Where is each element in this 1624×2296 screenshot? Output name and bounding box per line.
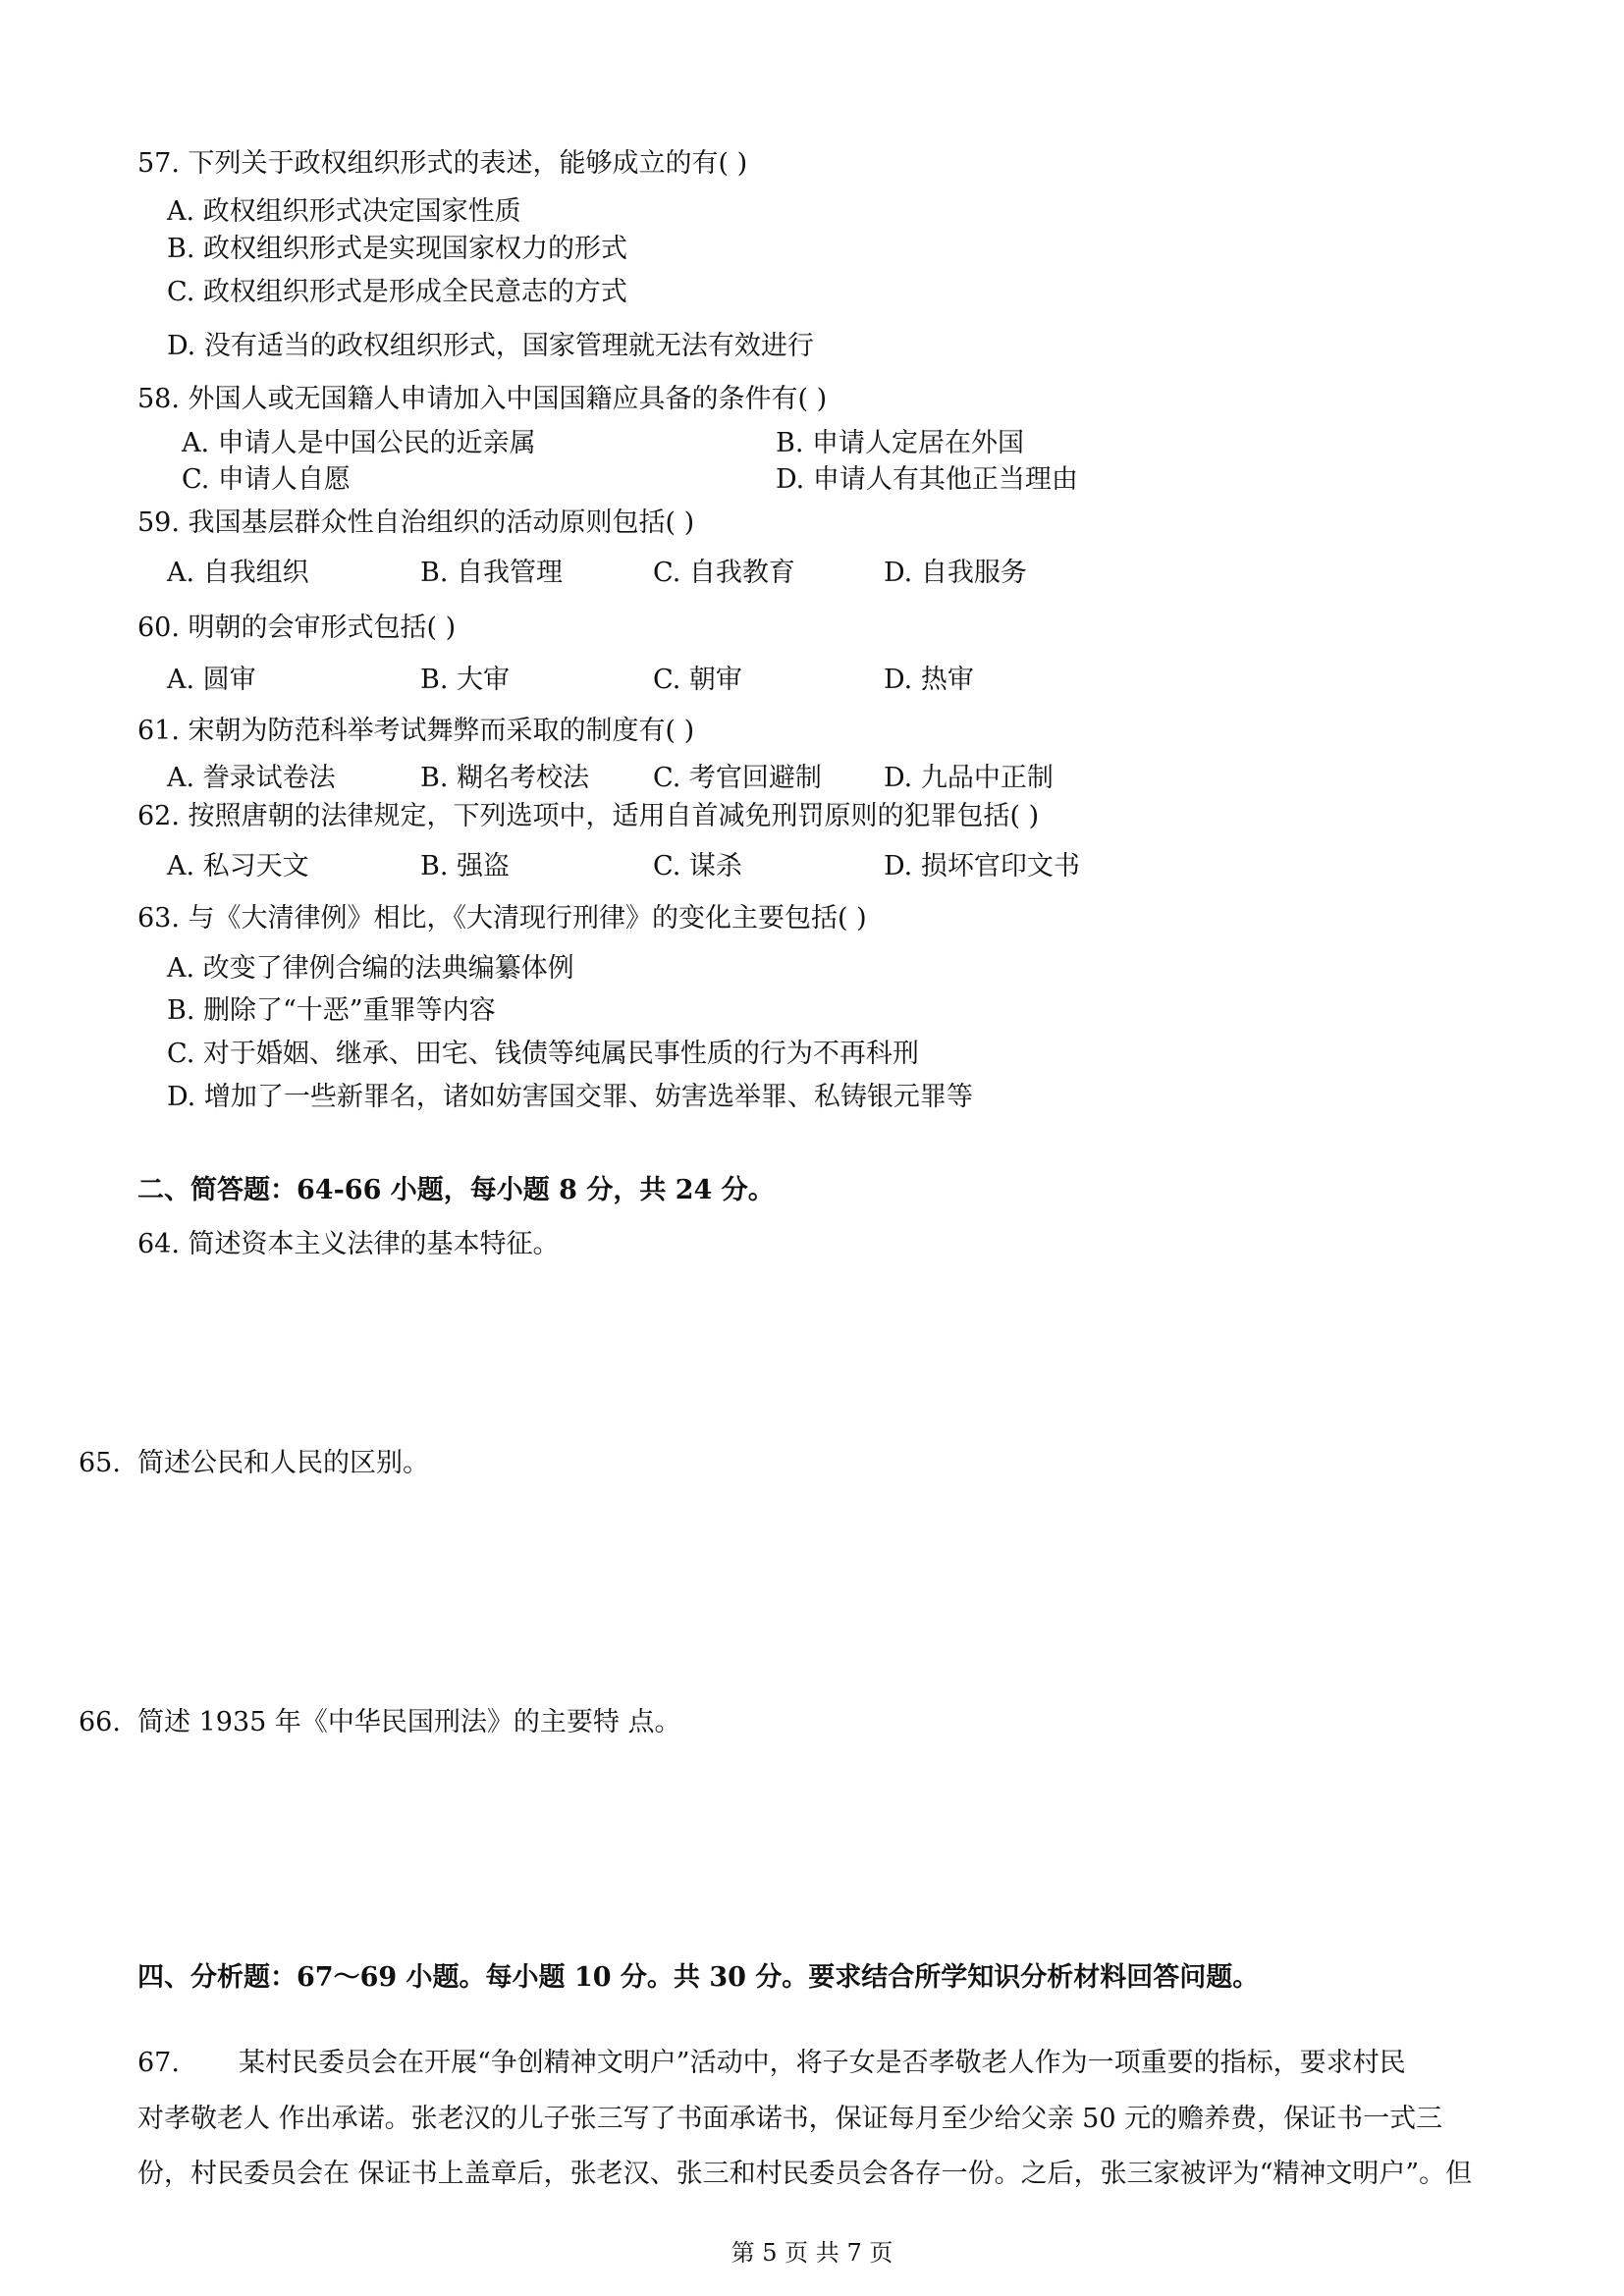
- q63-option-c: C. 对于婚姻、继承、田宅、钱债等纯属民事性质的行为不再科刑: [167, 1039, 919, 1069]
- q62-stem: 62. 按照唐朝的法律规定，下列选项中，适用自首减免刑罚原则的犯罪包括( ): [137, 801, 1040, 831]
- q57-option-c: C. 政权组织形式是形成全民意志的方式: [167, 277, 627, 307]
- q59-stem: 59. 我国基层群众性自治组织的活动原则包括( ): [137, 507, 695, 538]
- q57-option-a: A. 政权组织形式决定国家性质: [167, 196, 521, 227]
- q60-option-d: D. 热审: [884, 665, 974, 695]
- q60-option-a: A. 圆审: [167, 665, 256, 695]
- q58-option-a: A. 申请人是中国公民的近亲属: [182, 428, 536, 458]
- q59-option-a: A. 自我组织: [167, 558, 309, 588]
- q61-option-b: B. 糊名考校法: [420, 763, 590, 793]
- q65-text: 简述公民和人民的区别。: [137, 1448, 429, 1478]
- q60-option-c: C. 朝审: [653, 665, 742, 695]
- q63-option-d: D. 增加了一些新罪名，诸如妨害国交罪、妨害选举罪、私铸银元罪等: [167, 1082, 973, 1112]
- q61-option-c: C. 考官回避制: [653, 763, 822, 793]
- q59-option-b: B. 自我管理: [420, 558, 564, 588]
- q67-line-3: 份，村民委员会在 保证书上盖章后，张老汉、张三和村民委员会各存一份。之后，张三家被评为“精神文明户”。但: [137, 2159, 1473, 2189]
- q63-stem: 63. 与《大清律例》相比，《大清现行刑律》的变化主要包括( ): [137, 903, 867, 934]
- q57-option-b: B. 政权组织形式是实现国家权力的形式: [167, 234, 628, 264]
- q61-stem: 61. 宋朝为防范科举考试舞弊而采取的制度有( ): [137, 716, 695, 746]
- q58-option-d: D. 申请人有其他正当理由: [776, 464, 1078, 495]
- q67-line-1: 某村民委员会在开展“争创精神文明户”活动中，将子女是否孝敬老人作为一项重要的指标，要求村民: [239, 2048, 1406, 2078]
- q67-number: 67.: [137, 2048, 180, 2078]
- q63-option-a: A. 改变了律例合编的法典编纂体例: [167, 953, 574, 984]
- q61-option-a: A. 誊录试卷法: [167, 763, 336, 793]
- q58-stem: 58. 外国人或无国籍人申请加入中国国籍应具备的条件有( ): [137, 384, 828, 414]
- q66-text: 简述 1935 年《中华民国刑法》的主要特 点。: [137, 1707, 681, 1737]
- q58-option-b: B. 申请人定居在外国: [776, 428, 1025, 458]
- q59-option-c: C. 自我教育: [653, 558, 795, 588]
- q57-option-d: D. 没有适当的政权组织形式，国家管理就无法有效进行: [167, 331, 814, 361]
- q65-number: 65.: [79, 1448, 121, 1478]
- q67-line-2: 对孝敬老人 作出承诺。张老汉的儿子张三写了书面承诺书，保证每月至少给父亲 50 元的赡养费，保证书一式三: [137, 2104, 1443, 2134]
- q57-stem: 57. 下列关于政权组织形式的表述，能够成立的有( ): [137, 148, 748, 179]
- q60-option-b: B. 大审: [420, 665, 511, 695]
- q60-stem: 60. 明朝的会审形式包括( ): [137, 613, 457, 643]
- q62-option-b: B. 强盗: [420, 851, 511, 881]
- q62-option-c: C. 谋杀: [653, 851, 742, 881]
- q62-option-d: D. 损坏官印文书: [884, 851, 1080, 881]
- q61-option-d: D. 九品中正制: [884, 763, 1054, 793]
- section2-heading: 二、简答题：64-66 小题，每小题 8 分，共 24 分。: [137, 1175, 775, 1205]
- q64-text: 64. 简述资本主义法律的基本特征。: [137, 1229, 560, 1259]
- page-footer: 第 5 页 共 7 页: [731, 2239, 893, 2267]
- q62-option-a: A. 私习天文: [167, 851, 309, 881]
- section4-heading: 四、分析题：67～69 小题。每小题 10 分。共 30 分。要求结合所学知识分析材料回答问题。: [137, 1962, 1260, 1993]
- q66-number: 66.: [79, 1707, 121, 1737]
- q58-option-c: C. 申请人自愿: [182, 464, 351, 495]
- q63-option-b: B. 删除了“十恶”重罪等内容: [167, 995, 496, 1026]
- q59-option-d: D. 自我服务: [884, 558, 1027, 588]
